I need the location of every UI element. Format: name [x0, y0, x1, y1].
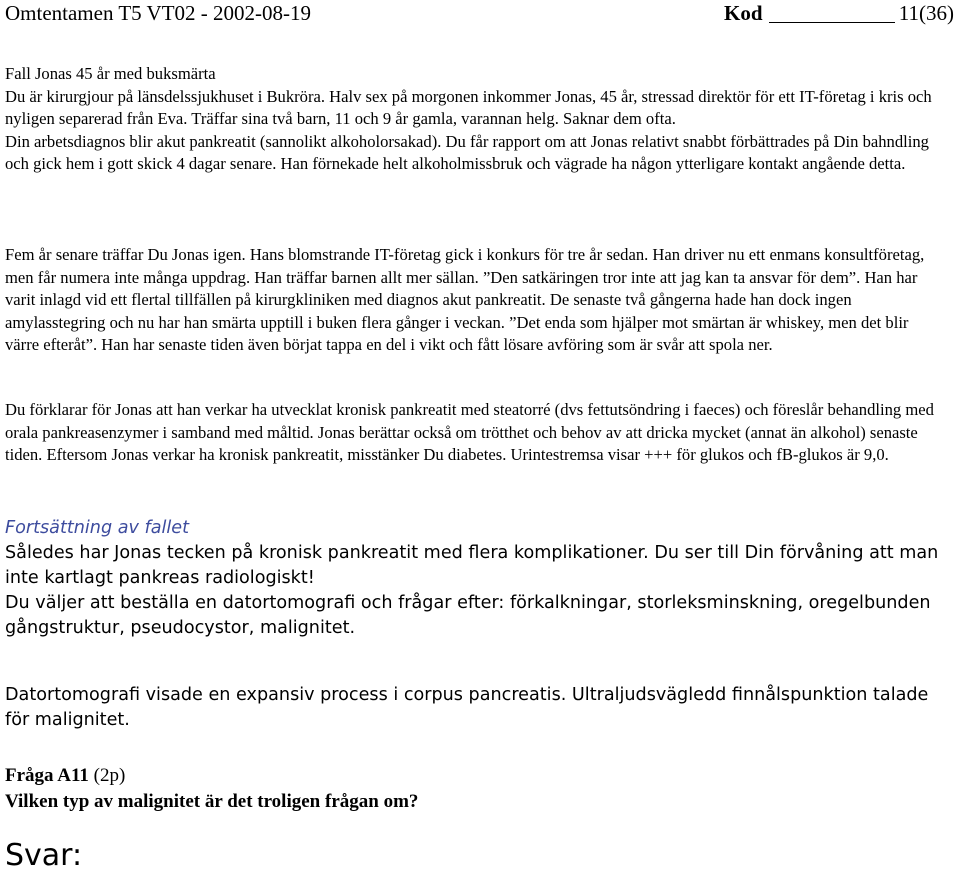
continuation-paragraph: Du väljer att beställa en datortomografi och frågar efter: förkalkningar, storleksminskning, oregelbunden gångstruktur, pseudocystor, malignitet. [5, 593, 931, 638]
case-followup [5, 244, 935, 357]
question-label: Fråga A11 [5, 765, 89, 786]
page-header [5, 0, 954, 30]
case-paragraph: Din arbetsdiagnos blir akut pankreatit (sannolikt alkoholorsakad). Du får rapport om att Jonas relativt snabbt förbättrades på Din bahndling och gick hem i gott skick 4 dagar senare. Han förnekade helt alkoholmissbruk och vägrade ha någon ytterligare kontakt angående detta. [5, 131, 929, 173]
continuation-section [5, 516, 945, 641]
question-text: Vilken typ av malignitet är det troligen frågan om? [5, 791, 419, 812]
code-label: Kod [724, 1, 763, 25]
case-title: Fall Jonas 45 år med buksmärta [5, 64, 216, 83]
case-paragraph: Du är kirurgjour på länsdelssjukhuset i Bukröra. Halv sex på morgonen inkommer Jonas, 45 år, stressad direktör för ett IT-företag i kris och nyligen separerad från Eva. Träffar sina två barn, 11 och 9 år gamla, varannan helg. Saknar dem ofta. [5, 86, 932, 128]
case-intro [5, 63, 935, 176]
page-number: 11(36) [898, 1, 954, 25]
case-paragraph: Du förklarar för Jonas att han verkar ha utvecklat kronisk pankreatit med steatorré (dvs fettutsöndring i faeces) och föreslår behandling med orala pankreasenzymer i samband med måltid. Jonas berättar också om trötthet och behov av att dricka mycket (annat än alkohol) senaste tiden. Eftersom Jonas verkar ha kronisk pankreatit, misstänker Du diabetes. Urintestremsa visar +++ för glukos och fB-glukos är 9,0. [5, 400, 934, 464]
ct-result [5, 683, 945, 733]
continuation-paragraph: Således har Jonas tecken på kronisk pankreatit med flera komplikationer. Du ser till Din förvåning att man inte kartlagt pankreas radiologiskt! [5, 543, 939, 588]
continuation-heading: Fortsättning av fallet [5, 518, 189, 538]
question-block [5, 763, 418, 815]
case-paragraph: Fem år senare träffar Du Jonas igen. Hans blomstrande IT-företag gick i konkurs för tre år sedan. Han driver nu ett enmans konsultföretag, men får numera inte många uppdrag. Han träffar barnen allt mer sällan. ”Den satkäringen tror inte att jag kan ta ansvar för dem”. Han har varit inlagd vid ett flertal tillfällen på kirurgkliniken med diagnos akut pankreatit. De senaste två gångerna hade han dock ingen amylasstegring och nu har han smärta upptill i buken flera gånger i veckan. ”Det enda som hjälper mot smärtan är whiskey, men det blir värre efteråt”. Han har senaste tiden även börjat tappa en del i vikt och fått lösare avföring som är svår att spola ner. [5, 245, 925, 354]
code-entry-line[interactable] [769, 22, 895, 23]
exam-title: Omtentamen T5 VT02 - 2002-08-19 [5, 1, 312, 25]
answer-label: Svar: [5, 838, 83, 873]
question-points: (2p) [88, 765, 126, 786]
continuation-paragraph: Datortomografi visade en expansiv process i corpus pancreatis. Ultraljudsvägledd finnålspunktion talade för malignitet. [5, 685, 929, 730]
case-explanation [5, 399, 935, 467]
